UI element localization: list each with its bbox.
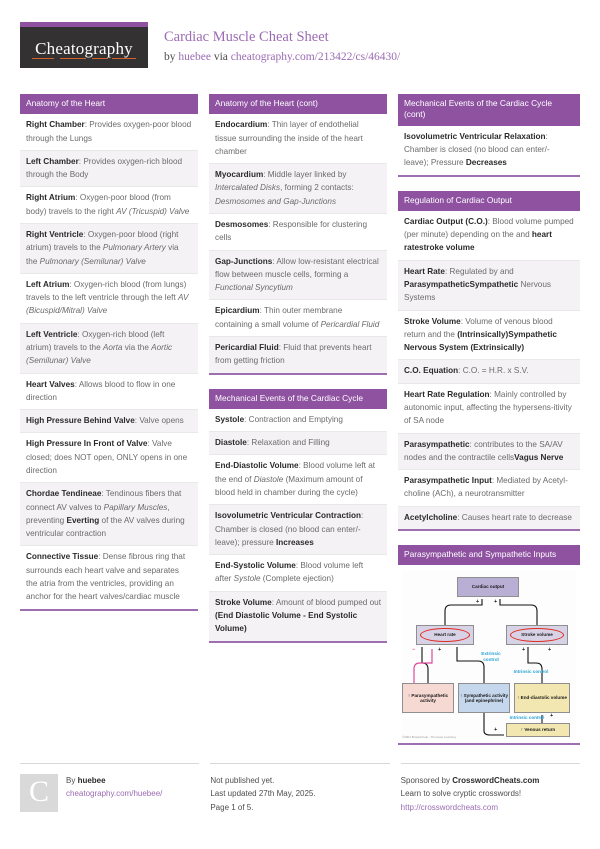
definition-row [209, 455, 387, 505]
block-title: Anatomy of the Heart [20, 94, 198, 114]
row-term: Left Atrium [26, 279, 70, 289]
row-def: : Chamber is closed (no blood can enter/-leave); Pressure [404, 131, 550, 168]
stroke-volume-node: Stroke volume [506, 625, 568, 645]
row-def: : Allows blood to flow in one direction [26, 379, 176, 402]
sponsor-line [401, 774, 540, 787]
row-term: Systole [215, 414, 245, 424]
author-link[interactable]: huebee [178, 50, 211, 63]
content-columns [20, 94, 580, 745]
row-def: : [469, 439, 475, 449]
row-term: Chordae Tendineae [26, 489, 102, 499]
sponsor-name: CrosswordCheats.com [452, 776, 540, 786]
row-term: Parasympathetic [404, 439, 470, 449]
row-term: High Pressure In Front of Valve [26, 439, 148, 449]
sign-plus-2: + [438, 647, 442, 654]
cheatography-logo[interactable] [20, 22, 148, 68]
sign-minus-7: − [412, 647, 416, 654]
row-term: Connective Tissue [26, 552, 99, 562]
footer-sponsor-text [401, 774, 540, 814]
block-title: Mechanical Events of the Cardiac Cycle (cont) [398, 94, 580, 126]
source-url-link[interactable]: cheatography.com/213422/cs/46430/ [230, 50, 401, 63]
sign-plus-4: + [548, 647, 552, 654]
row-def: : Oxygen-rich blood (left atrium) travels to the [26, 329, 165, 352]
definition-row [398, 261, 580, 311]
row-def2: (Complete ejection) [260, 574, 334, 584]
row-strong: (End Diastolic Volume - End Systolic Volume) [215, 611, 358, 634]
row-term: Parasympathetic Input [404, 476, 492, 486]
row-def: : Fluid that prevents heart from getting friction [215, 343, 372, 366]
row-term: End-Systolic Volume [215, 561, 296, 571]
row-em2: Desmosomes and Gap-Junctions [215, 196, 337, 206]
definition-row [209, 164, 387, 214]
row-strong2: stroke volume [419, 243, 475, 253]
logo-text: Cheatography [35, 38, 133, 58]
row-term: Isovolumetric Ventricular Relaxation [404, 131, 546, 141]
sign-plus-6: + [494, 727, 498, 734]
footer-author-column [20, 763, 199, 814]
sponsor-url[interactable]: http://crosswordcheats.com [400, 802, 499, 812]
logo-underline-decoration [32, 58, 136, 60]
row-em: Systole [233, 574, 261, 584]
definition-row [20, 546, 198, 608]
row-def2: , forming 2 contacts: [280, 183, 354, 193]
byline-via: via [210, 50, 231, 63]
content-column-2 [209, 94, 387, 643]
diagram-title: Parasympathetic and Sympathetic Inputs [398, 545, 580, 565]
row-def: : Thin layer of endothelial tissue surrounding the inside of the heart chamber [215, 120, 363, 156]
row-term: Gap-Junctions [215, 256, 273, 266]
footer-author-name: huebee [77, 776, 106, 786]
row-def2: and [515, 230, 532, 240]
sign-plus-0: + [476, 599, 480, 606]
row-em: AV (Tricuspid) Valve [116, 206, 190, 216]
row-term: End-Diastolic Volume [215, 461, 299, 471]
sponsor-tagline: Learn to solve cryptic crosswords! [400, 789, 522, 799]
definition-row [209, 214, 387, 251]
row-term: Heart Valves [26, 379, 75, 389]
row-strong: Parasympathetic [404, 280, 470, 289]
definition-row [20, 187, 198, 224]
definition-row [20, 224, 198, 274]
row-em2: Pulmonary (Semilunar) Valve [39, 256, 146, 266]
definition-row [209, 592, 387, 641]
byline-prefix: by [164, 50, 179, 63]
page-footer [20, 763, 580, 814]
last-updated: Last updated 27th May, 2025. [210, 789, 316, 799]
definition-row [209, 337, 387, 373]
row-strong: heart rate [404, 230, 552, 253]
avatar: C [20, 774, 58, 812]
definition-row [20, 114, 198, 151]
row-strong2: Sympathetic Nervous System (Extrinsically) [404, 329, 557, 353]
definition-row [20, 483, 198, 546]
row-term: Stroke Volume [404, 316, 461, 326]
footer-author-text [66, 774, 162, 814]
row-term: Left Chamber [26, 156, 79, 166]
row-em2: Aortic (Semilunar) Valve [26, 343, 173, 366]
row-def: : Amount of blood pumped out [271, 597, 381, 607]
row-term: High Pressure Behind Valve [26, 416, 135, 426]
definition-row [209, 251, 387, 301]
sign-plus-3: + [522, 647, 526, 654]
page-header [20, 22, 580, 80]
publish-status: Not published yet. [210, 776, 275, 786]
definition-row [398, 434, 580, 471]
row-def: : C.O. = H.R. x S.V. [458, 366, 529, 376]
row-def: : Provides oxygen-poor blood through the Lungs [26, 120, 192, 143]
definition-row [20, 151, 198, 188]
row-strong: Vagus Nerve [514, 452, 564, 462]
row-def2: and [500, 266, 514, 276]
block-title: Mechanical Events of the Cardiac Cycle [209, 389, 387, 409]
row-def: : Contraction and Emptying [244, 414, 343, 424]
content-block [209, 94, 387, 375]
row-term: Right Ventricle [26, 230, 84, 240]
page-number: Page 1 of 5. [210, 802, 254, 812]
definition-row [209, 555, 387, 592]
row-term: Right Atrium [26, 193, 76, 203]
row-def2: , preventing [26, 502, 170, 525]
definition-row [209, 300, 387, 337]
intrinsic-control-label-1: Intrinsic control [513, 669, 549, 675]
row-term: Desmosomes [215, 220, 269, 230]
row-def: : Tendinous fibers that connect AV valves to [26, 489, 182, 512]
row-em: AV (Bicuspid/Mitral) Valve [26, 293, 189, 316]
row-def: : Allow low-resistant electrical flow between muscle cells, forming a [215, 256, 379, 279]
row-def: : Middle layer linked by [263, 170, 347, 180]
footer-status-text [210, 774, 315, 814]
row-em: Functional Syncytium [215, 283, 293, 293]
definition-row [398, 360, 580, 383]
heart-rate-node: Heart rate [416, 625, 474, 645]
definition-row [209, 505, 387, 555]
row-term: Acetylcholine [404, 512, 458, 522]
row-strong: Everting [66, 515, 100, 525]
definition-row [209, 114, 387, 164]
row-def: : Dense fibrous ring that surrounds each heart valve and separates the atria from the ventricles, providing an anchor for the heart valves/cardiac muscle [26, 552, 186, 602]
row-em: Intercalated Disks [215, 183, 281, 193]
definition-row [20, 374, 198, 411]
row-term: Heart Rate [404, 266, 445, 276]
end-diastolic-volume-node: ↑ End-diastolic volume [514, 683, 570, 713]
block-title: Anatomy of the Heart (cont) [209, 94, 387, 114]
row-term: Left Ventricle [26, 329, 78, 339]
row-strong: Decreases [465, 158, 507, 168]
definition-row [209, 432, 387, 455]
row-def2: and the [427, 329, 458, 339]
row-def: : Oxygen-poor blood (right atrium) travels to the [26, 230, 179, 253]
diagram-body [398, 565, 580, 743]
content-block [209, 389, 387, 643]
row-term: Isovolumetric Ventricular Contraction [215, 511, 362, 521]
definition-row [209, 409, 387, 432]
content-block [20, 94, 198, 611]
definition-row [20, 410, 198, 433]
row-term: Right Chamber [26, 120, 85, 130]
row-em: Papillary Muscles [103, 502, 168, 512]
definition-row [20, 433, 198, 483]
row-def: : Oxygen-rich blood (from lungs) travels to the left ventricle through the left [26, 279, 187, 303]
row-def2: via the [26, 243, 179, 266]
byline [164, 49, 400, 66]
row-term: Diastole [215, 438, 247, 448]
footer-byline [66, 774, 162, 787]
page-title: Cardiac Muscle Cheat Sheet [164, 29, 329, 45]
row-term: Pericardial Fluid [215, 343, 279, 352]
row-def: : Valve opens [134, 416, 184, 426]
row-def2: (Maximum amount of blood held in chamber during the cycle) [215, 474, 363, 498]
row-def2: contributes to the SA/AV nodes and the contractile cells [404, 439, 563, 462]
content-column-1 [20, 94, 198, 611]
parasympathetic-activity-node: ↑ Parasympathetic activity [402, 683, 454, 713]
sympathetic-activity-node: ↑ Sympathetic activity (and epinephrine) [458, 683, 510, 713]
block-title: Regulation of Cardiac Output [398, 191, 580, 211]
definition-row [398, 211, 580, 261]
row-def: : Responsible for clustering cells [215, 220, 368, 243]
row-term: C.O. Equation [404, 366, 459, 376]
row-term: Endocardium [215, 120, 268, 130]
definition-row [398, 470, 580, 507]
row-strong2: Sympathetic [469, 280, 519, 289]
row-def: : Regulated by [444, 266, 501, 276]
row-def: : Chamber is closed (no blood can enter/-leave); pressure [215, 511, 364, 547]
row-em: Aorta [102, 343, 123, 352]
sign-plus-1: + [494, 599, 498, 606]
footer-by-label: By [66, 776, 78, 786]
row-strong: Increases [275, 537, 314, 547]
sponsor-prefix: Sponsored by [400, 776, 453, 786]
sign-plus-5: + [550, 713, 554, 720]
row-term: Epicardium [215, 306, 260, 316]
diagram-block [398, 545, 580, 745]
row-def3: of the AV valves during ventricular contraction [26, 515, 185, 539]
venous-return-node: ↑ Venous return [506, 723, 570, 737]
row-em: Pulmonary Artery [102, 243, 166, 253]
row-def: : Provides oxygen-rich blood through the Body [26, 156, 183, 180]
cardiac-output-flow-diagram [402, 571, 576, 739]
row-def: : Mainly controlled by autonomic input, affecting the hypersens-itivity of SA node [404, 389, 572, 426]
row-term: Heart Rate Regulation [404, 389, 490, 399]
row-em: Pericardial Fluid [320, 319, 380, 329]
definition-row [20, 274, 198, 324]
intrinsic-control-label-2: Intrinsic control [509, 715, 545, 721]
row-def: : Mediated by Acetyl-choline (ACh), a neurotransmitter [404, 476, 568, 499]
row-strong: (Intrinsically) [457, 329, 509, 339]
row-def2: via the [122, 343, 152, 352]
content-block [398, 191, 580, 531]
row-def: : Thin outer membrane containing a small volume of [215, 306, 343, 329]
content-block [398, 94, 580, 177]
row-term: Myocardium [215, 170, 264, 180]
row-def3: Nervous Systems [404, 280, 551, 303]
row-em: Diastole [253, 474, 284, 484]
definition-row [398, 311, 580, 361]
footer-sponsor-column [401, 763, 580, 814]
extrinsic-control-label: Extrinsic control [481, 651, 501, 662]
row-def: : Valve closed; does NOT open, ONLY opens in one direction [26, 439, 188, 475]
row-def: : Relaxation and Filling [246, 438, 330, 448]
diagram-copyright: ©2001 Brooks/Cole - Thomson Learning [402, 735, 456, 740]
footer-status-column [210, 763, 389, 814]
definition-row [398, 507, 580, 529]
row-def: : Oxygen-poor blood (from body) travels to the right [26, 193, 171, 216]
footer-author-url[interactable]: cheatography.com/huebee/ [66, 789, 163, 799]
row-term: Cardiac Output (C.O.) [404, 216, 488, 226]
definition-row [398, 384, 580, 434]
row-def: : Blood volume pumped (per minute) depending on the [404, 216, 574, 240]
definition-row [398, 126, 580, 175]
row-term: Stroke Volume [215, 597, 272, 607]
content-column-3 [398, 94, 580, 745]
row-def: : Blood volume left after [215, 561, 364, 584]
row-def: : Blood volume left at the end of [215, 461, 376, 484]
cardiac-output-node: Cardiac output [457, 577, 519, 597]
row-def: : Volume of venous blood return [404, 316, 553, 339]
title-block [164, 22, 400, 66]
definition-row [20, 324, 198, 374]
row-def: : Causes heart rate to decrease [457, 512, 572, 522]
